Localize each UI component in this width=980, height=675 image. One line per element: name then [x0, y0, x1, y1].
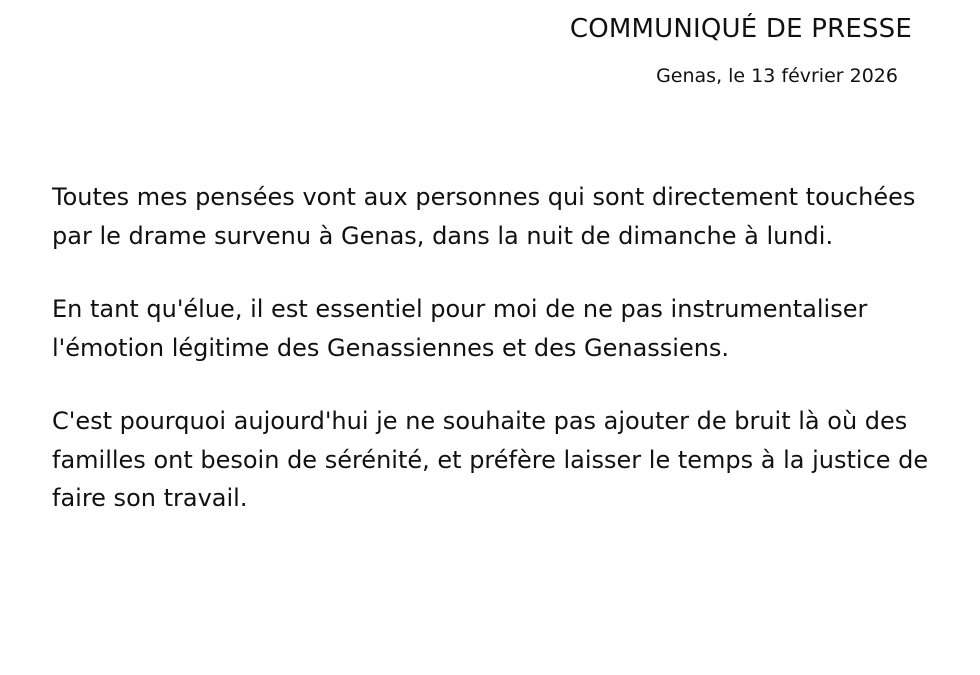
place-date-line: Genas, le 13 février 2026	[656, 65, 898, 87]
press-release-body	[52, 178, 932, 553]
press-release-title: COMMUNIQUÉ DE PRESSE	[569, 14, 912, 44]
paragraph-condolences: Toutes mes pensées vont aux personnes qui sont directement touchées par le drame survenu à Genas, dans la nuit de dimanche à lundi.	[52, 183, 916, 250]
paragraph-no-instrumentalization: En tant qu'élue, il est essentiel pour moi de ne pas instrumentaliser l'émotion légitime des Genassiennes et des Genassiens.	[52, 295, 868, 362]
paragraph-justice: C'est pourquoi aujourd'hui je ne souhaite pas ajouter de bruit là où des familles ont besoin de sérénité, et préfère laisser le temps à la justice de faire son travail.	[52, 407, 929, 512]
